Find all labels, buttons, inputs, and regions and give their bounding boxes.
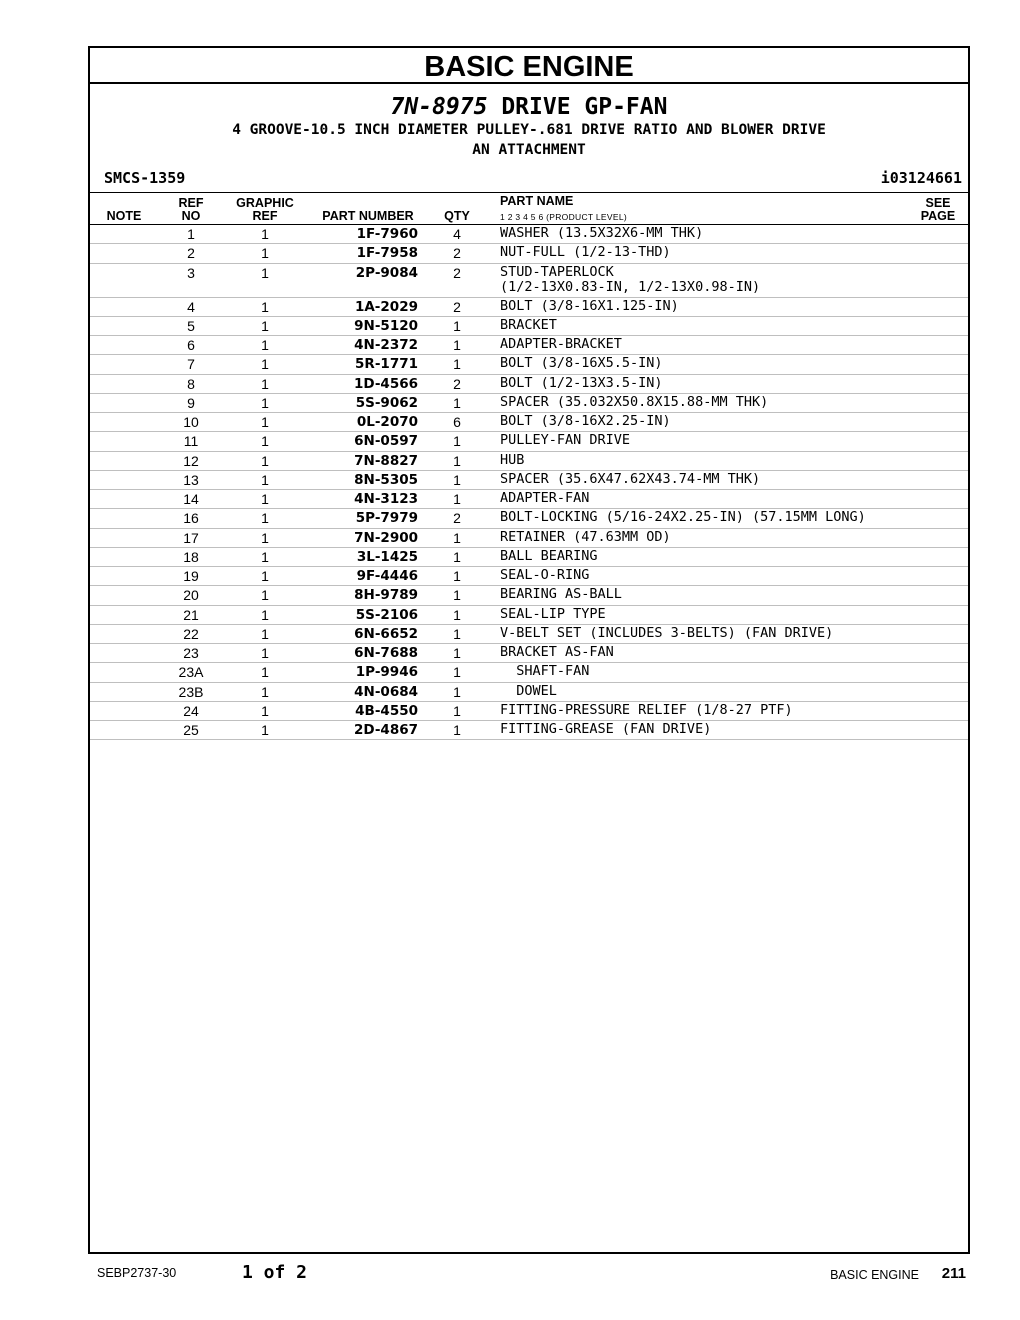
footer-page-number: 211: [941, 1265, 966, 1282]
qty-cell: 1: [453, 452, 461, 469]
qty-cell: 1: [453, 491, 461, 507]
footer-section: BASIC ENGINE: [830, 1268, 919, 1282]
col-see-bottom: PAGE: [920, 209, 956, 223]
product-levels: 1 2 3 4 5 6 (PRODUCT LEVEL): [500, 212, 627, 222]
ref-no-cell: 23: [183, 645, 199, 661]
qty-cell: 1: [453, 702, 461, 719]
table-row: [90, 394, 968, 413]
graphic-ref-cell: 1: [261, 375, 269, 392]
table-row: [90, 663, 968, 682]
table-row: [90, 375, 968, 394]
part-name-cell: ADAPTER-BRACKET: [500, 336, 622, 352]
ref-no-cell: 24: [183, 702, 199, 719]
smcs-code: SMCS-1359: [104, 169, 186, 187]
table-row: [90, 567, 968, 586]
qty-cell: 1: [453, 337, 461, 353]
table-row: [90, 225, 968, 244]
part-name-cell: BOLT (3/8-16X5.5-IN): [500, 355, 663, 372]
qty-cell: 1: [453, 529, 461, 546]
part-name-cell: BEARING AS-BALL: [500, 586, 622, 603]
table-row: [90, 490, 968, 509]
part-number-cell: 2P-9084: [355, 264, 418, 281]
graphic-ref-cell: 1: [261, 452, 269, 469]
graphic-ref-cell: 1: [261, 702, 269, 719]
group-title: [90, 94, 968, 120]
col-ref-bottom: NO: [181, 209, 201, 223]
ref-no-cell: 4: [187, 298, 195, 315]
part-number-cell: 1F-7960: [356, 226, 418, 242]
part-number-cell: 2D-4867: [353, 722, 418, 738]
parts-table: [90, 225, 968, 740]
part-number-cell: 3L-1425: [356, 548, 418, 565]
qty-cell: 2: [453, 298, 461, 315]
table-row: [90, 509, 968, 528]
graphic-ref-cell: 1: [261, 356, 269, 373]
graphic-ref-cell: 1: [261, 298, 269, 315]
ref-no-cell: 9: [187, 394, 195, 411]
table-row: [90, 606, 968, 625]
qty-cell: 1: [453, 568, 461, 584]
graphic-ref-cell: 1: [261, 264, 269, 281]
part-number-cell: 1P-9946: [355, 664, 418, 681]
col-see-top: SEE: [925, 196, 951, 210]
ref-no-cell: 23B: [178, 683, 204, 700]
group-part-number: 7N-8975: [390, 94, 488, 120]
graphic-ref-cell: 1: [261, 491, 269, 507]
graphic-ref-cell: 1: [261, 683, 269, 700]
graphic-ref-cell: 1: [261, 433, 269, 450]
part-name-cell: SEAL-LIP TYPE: [500, 605, 606, 622]
table-row: [90, 432, 968, 451]
ref-no-cell: 21: [183, 606, 199, 623]
col-part-name: PART NAME: [500, 194, 574, 208]
qty-cell: 1: [453, 625, 461, 642]
qty-cell: 2: [453, 375, 461, 392]
part-number-cell: 1A-2029: [354, 298, 418, 315]
part-name-cell: STUD-TAPERLOCK (1/2-13X0.83-IN, 1/2-13X0.98-IN): [500, 263, 761, 295]
graphic-ref-cell: 1: [261, 568, 269, 584]
part-name-cell: BRACKET AS-FAN: [500, 644, 614, 660]
part-name-cell: BOLT (1/2-13X3.5-IN): [500, 374, 663, 391]
table-row: [90, 471, 968, 490]
part-number-cell: 6N-0597: [354, 433, 418, 450]
graphic-ref-cell: 1: [261, 529, 269, 546]
col-part-number: PART NUMBER: [322, 209, 414, 223]
col-note: NOTE: [106, 209, 142, 223]
part-name-cell: BOLT (3/8-16X2.25-IN): [500, 413, 671, 429]
table-row: [90, 452, 968, 471]
col-graphic-top: GRAPHIC: [236, 196, 294, 210]
part-number-cell: 5P-7979: [355, 510, 418, 527]
part-number-cell: 9F-4446: [356, 568, 418, 584]
table-row: [90, 264, 968, 298]
part-number-cell: 5S-9062: [355, 394, 418, 411]
graphic-ref-cell: 1: [261, 625, 269, 642]
qty-cell: 1: [453, 645, 461, 661]
graphic-ref-cell: 1: [261, 722, 269, 738]
part-name-cell: WASHER (13.5X32X6-MM THK): [500, 225, 704, 241]
group-description-line2: AN ATTACHMENT: [472, 142, 586, 158]
parts-page-frame: [88, 46, 970, 1254]
qty-cell: 4: [453, 226, 461, 242]
part-name-cell: SPACER (35.032X50.8X15.88-MM THK): [500, 393, 769, 410]
qty-cell: 1: [453, 683, 461, 700]
part-number-cell: 6N-6652: [354, 625, 418, 642]
table-row: [90, 721, 968, 740]
ref-no-cell: 20: [183, 587, 199, 604]
part-name-cell: SPACER (35.6X47.62X43.74-MM THK): [500, 470, 761, 487]
qty-cell: 2: [453, 245, 461, 262]
graphic-ref-cell: 1: [261, 317, 269, 334]
footer-page-of: 1 of 2: [242, 1262, 308, 1283]
table-row: [90, 413, 968, 432]
ref-no-cell: 6: [187, 337, 195, 353]
part-number-cell: 8H-9789: [354, 587, 418, 604]
ref-no-cell: 3: [187, 264, 195, 281]
ref-no-cell: 7: [187, 356, 195, 373]
ref-no-cell: 10: [183, 414, 199, 430]
col-ref-top: REF: [178, 196, 204, 210]
part-number-cell: 8N-5305: [354, 471, 418, 488]
table-row: [90, 702, 968, 721]
table-row: [90, 298, 968, 317]
table-row: [90, 317, 968, 336]
part-number-cell: 0L-2070: [356, 414, 418, 430]
ref-no-cell: 5: [187, 317, 195, 334]
part-number-cell: 7N-2900: [354, 529, 418, 546]
part-name-cell: NUT-FULL (1/2-13-THD): [500, 244, 671, 261]
part-name-cell: BRACKET: [500, 316, 557, 333]
graphic-ref-cell: 1: [261, 606, 269, 623]
part-number-cell: 4N-2372: [354, 337, 418, 353]
table-row: [90, 529, 968, 548]
graphic-ref-cell: 1: [261, 471, 269, 488]
illustration-ref: i03124661: [880, 169, 962, 187]
qty-cell: 1: [453, 433, 461, 450]
part-number-cell: 4B-4550: [355, 702, 418, 719]
footer-doc-number: SEBP2737-30: [97, 1266, 177, 1280]
part-name-cell: RETAINER (47.63MM OD): [500, 528, 671, 545]
qty-cell: 1: [453, 356, 461, 373]
graphic-ref-cell: 1: [261, 645, 269, 661]
part-number-cell: 7N-8827: [354, 452, 418, 469]
part-number-cell: 6N-7688: [354, 645, 418, 661]
section-title: BASIC ENGINE: [90, 48, 968, 84]
qty-cell: 1: [453, 471, 461, 488]
part-number-cell: 9N-5120: [354, 317, 418, 334]
group-name: DRIVE GP-FAN: [501, 94, 668, 120]
part-name-cell: ADAPTER-FAN: [500, 490, 590, 506]
qty-cell: 2: [453, 510, 461, 527]
part-number-cell: 1D-4566: [353, 375, 418, 392]
ref-no-cell: 12: [183, 452, 199, 469]
ref-no-cell: 13: [183, 471, 199, 488]
part-number-cell: 4N-0684: [354, 683, 418, 700]
qty-cell: 1: [453, 394, 461, 411]
part-number-cell: 5S-2106: [355, 606, 418, 623]
part-number-cell: 4N-3123: [354, 491, 418, 507]
part-name-cell: SEAL-O-RING: [500, 567, 590, 583]
part-name-cell: BOLT-LOCKING (5/16-24X2.25-IN) (57.15MM LONG): [500, 509, 866, 526]
ref-no-cell: 18: [183, 548, 199, 565]
group-description-line1: 4 GROOVE-10.5 INCH DIAMETER PULLEY-.681 DRIVE RATIO AND BLOWER DRIVE: [232, 122, 826, 138]
table-row: [90, 644, 968, 663]
header-rule-top: [90, 192, 968, 193]
ref-no-cell: 19: [183, 568, 199, 584]
table-row: [90, 336, 968, 355]
ref-no-cell: 16: [183, 510, 199, 527]
table-row: [90, 244, 968, 263]
ref-no-cell: 25: [183, 722, 199, 738]
graphic-ref-cell: 1: [261, 226, 269, 242]
part-name-cell: SHAFT-FAN: [500, 663, 590, 680]
ref-no-cell: 22: [183, 625, 199, 642]
graphic-ref-cell: 1: [261, 394, 269, 411]
graphic-ref-cell: 1: [261, 414, 269, 430]
table-row: [90, 548, 968, 567]
qty-cell: 1: [453, 722, 461, 738]
qty-cell: 1: [453, 664, 461, 681]
graphic-ref-cell: 1: [261, 664, 269, 681]
ref-no-cell: 14: [183, 491, 199, 507]
part-name-cell: BALL BEARING: [500, 547, 598, 564]
table-row: [90, 625, 968, 644]
part-name-cell: BOLT (3/8-16X1.125-IN): [500, 297, 679, 314]
ref-no-cell: 23A: [178, 664, 204, 681]
part-number-cell: 5R-1771: [355, 356, 418, 373]
ref-no-cell: 17: [183, 529, 199, 546]
qty-cell: 1: [453, 317, 461, 334]
qty-cell: 1: [453, 606, 461, 623]
graphic-ref-cell: 1: [261, 337, 269, 353]
graphic-ref-cell: 1: [261, 587, 269, 604]
part-name-cell: FITTING-GREASE (FAN DRIVE): [500, 721, 712, 737]
part-name-cell: DOWEL: [500, 682, 557, 699]
graphic-ref-cell: 1: [261, 245, 269, 262]
part-name-cell: FITTING-PRESSURE RELIEF (1/8-27 PTF): [500, 701, 793, 718]
qty-cell: 2: [453, 264, 461, 281]
table-row: [90, 683, 968, 702]
table-row: [90, 355, 968, 374]
part-name-cell: PULLEY-FAN DRIVE: [500, 432, 631, 449]
col-qty: QTY: [444, 209, 470, 223]
qty-cell: 1: [453, 548, 461, 565]
qty-cell: 1: [453, 587, 461, 604]
ref-no-cell: 8: [187, 375, 195, 392]
table-row: [90, 586, 968, 605]
graphic-ref-cell: 1: [261, 510, 269, 527]
ref-no-cell: 11: [183, 433, 199, 450]
part-name-cell: HUB: [500, 451, 525, 468]
part-number-cell: 1F-7958: [356, 245, 418, 262]
qty-cell: 6: [453, 414, 461, 430]
col-graphic-bottom: REF: [252, 209, 278, 223]
part-name-cell: V-BELT SET (INCLUDES 3-BELTS) (FAN DRIVE): [500, 624, 834, 641]
ref-no-cell: 2: [187, 245, 195, 262]
ref-no-cell: 1: [187, 226, 195, 242]
graphic-ref-cell: 1: [261, 548, 269, 565]
